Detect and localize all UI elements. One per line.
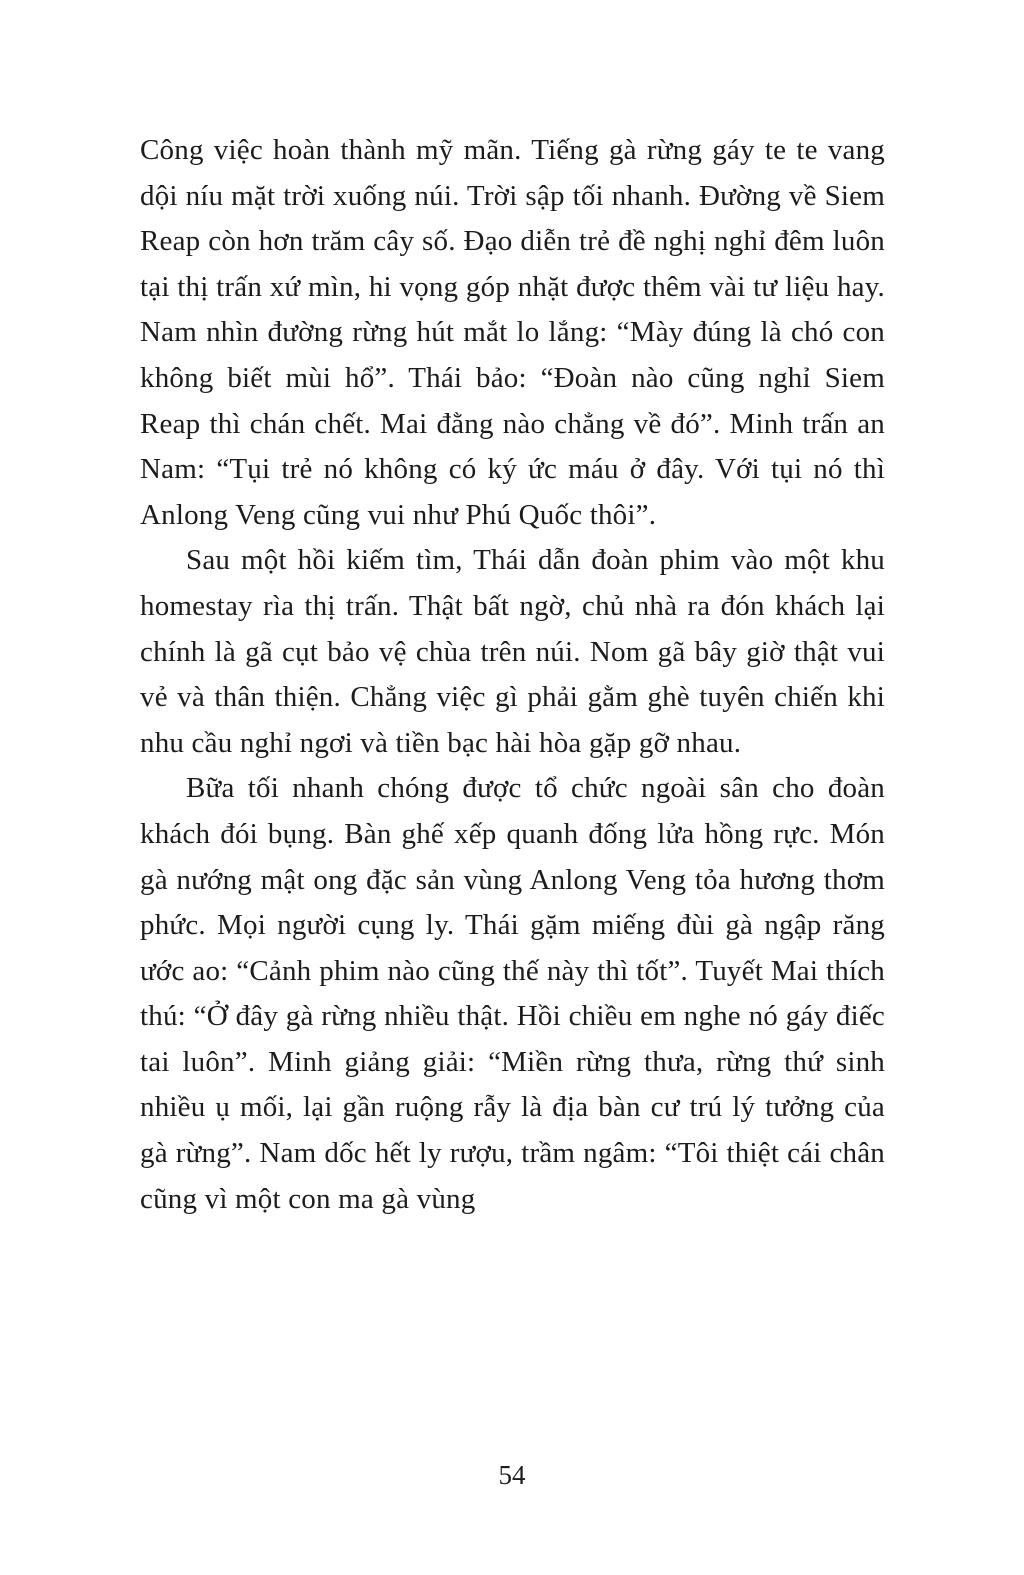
page-number: 54 xyxy=(498,1460,526,1490)
body-text xyxy=(140,128,885,1222)
paragraph: Công việc hoàn thành mỹ mãn. Tiếng gà rừng gáy te te vang dội níu mặt trời xuống núi. Trời sập tối nhanh. Đường về Siem Reap còn hơn trăm cây số. Đạo diễn trẻ đề nghị nghỉ đêm luôn tại thị trấn xứ mìn, hi vọng góp nhặt được thêm vài tư liệu hay. Nam nhìn đường rừng hút mắt lo lắng: “Mày đúng là chó con không biết mùi hổ”. Thái bảo: “Đoàn nào cũng nghỉ Siem Reap thì chán chết. Mai đằng nào chẳng về đó”. Minh trấn an Nam: “Tụi trẻ nó không có ký ức máu ở đây. Với tụi nó thì Anlong Veng cũng vui như Phú Quốc thôi”. xyxy=(140,134,885,531)
paragraph: Sau một hồi kiếm tìm, Thái dẫn đoàn phim vào một khu homestay rìa thị trấn. Thật bất ngờ, chủ nhà ra đón khách lại chính là gã cụt bảo vệ chùa trên núi. Nom gã bây giờ thật vui vẻ và thân thiện. Chẳng việc gì phải gằm ghè tuyên chiến khi nhu cầu nghỉ ngơi và tiền bạc hài hòa gặp gỡ nhau. xyxy=(140,544,885,759)
paragraph: Bữa tối nhanh chóng được tổ chức ngoài sân cho đoàn khách đói bụng. Bàn ghế xếp quanh đống lửa hồng rực. Món gà nướng mật ong đặc sản vùng Anlong Veng tỏa hương thơm phức. Mọi người cụng ly. Thái gặm miếng đùi gà ngập răng ước ao: “Cảnh phim nào cũng thế này thì tốt”. Tuyết Mai thích thú: “Ở đây gà rừng nhiều thật. Hồi chiều em nghe nó gáy điếc tai luôn”. Minh giảng giải: “Miền rừng thưa, rừng thứ sinh nhiều ụ mối, lại gần ruộng rẫy là địa bàn cư trú lý tưởng của gà rừng”. Nam dốc hết ly rượu, trầm ngâm: “Tôi thiệt cái chân cũng vì một con ma gà vùng xyxy=(140,772,885,1215)
